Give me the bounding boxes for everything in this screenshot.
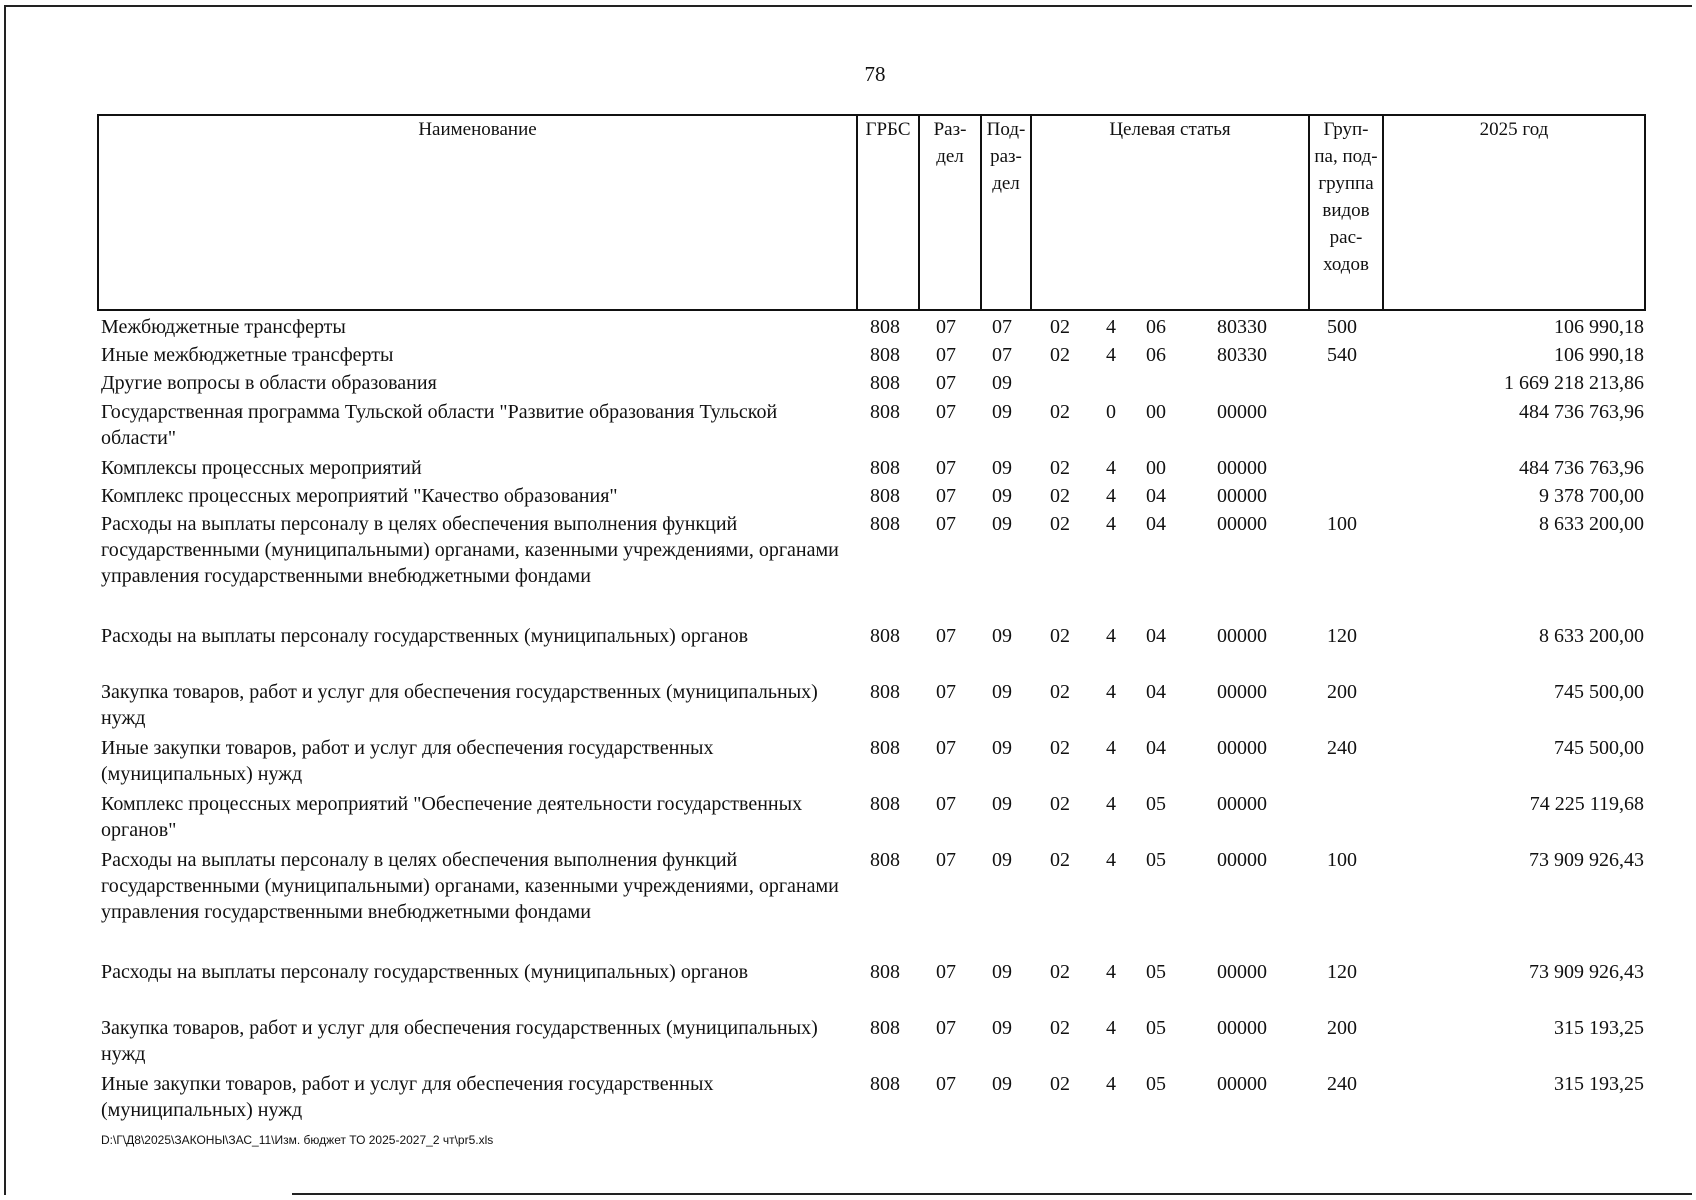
row-target-type: 4 [1106, 737, 1116, 759]
row-grbs: 808 [870, 961, 900, 983]
row-target-program: 02 [1050, 316, 1070, 338]
row-target-program: 02 [1050, 793, 1070, 815]
row-target-sub: 05 [1146, 1017, 1166, 1039]
row-expense-group: 120 [1327, 625, 1357, 647]
row-podrazdel: 09 [992, 401, 1012, 423]
row-target-program: 02 [1050, 737, 1070, 759]
row-target-type: 4 [1106, 457, 1116, 479]
row-target-type: 4 [1106, 961, 1116, 983]
row-target-program: 02 [1050, 344, 1070, 366]
row-target-direction: 00000 [1217, 625, 1267, 647]
row-podrazdel: 09 [992, 1073, 1012, 1095]
row-target-sub: 04 [1146, 681, 1166, 703]
row-amount: 484 736 763,96 [1519, 401, 1644, 423]
row-name: Государственная программа Тульской области "Развитие образования Тульской области" [101, 401, 778, 449]
row-amount: 484 736 763,96 [1519, 457, 1644, 479]
row-grbs: 808 [870, 457, 900, 479]
row-amount: 1 669 218 213,86 [1504, 372, 1644, 394]
row-amount: 315 193,25 [1554, 1017, 1644, 1039]
page-number: 78 [864, 62, 886, 86]
header-name: Наименование [418, 119, 537, 140]
row-razdel: 07 [936, 513, 956, 535]
row-amount: 74 225 119,68 [1529, 793, 1644, 815]
header-group-line: видов [1322, 200, 1370, 221]
row-expense-group: 240 [1327, 1073, 1357, 1095]
row-podrazdel: 09 [992, 961, 1012, 983]
row-expense-group: 500 [1327, 316, 1357, 338]
row-razdel: 07 [936, 344, 956, 366]
row-target-program: 02 [1050, 625, 1070, 647]
row-target-sub: 00 [1146, 401, 1166, 423]
row-target-direction: 00000 [1217, 513, 1267, 535]
row-target-type: 4 [1106, 1073, 1116, 1095]
row-target-direction: 00000 [1217, 681, 1267, 703]
row-grbs: 808 [870, 344, 900, 366]
row-target-direction: 00000 [1217, 485, 1267, 507]
row-name: Иные закупки товаров, работ и услуг для обеспечения государственных (муниципальных) нужд [101, 1073, 714, 1121]
row-target-program: 02 [1050, 849, 1070, 871]
row-podrazdel: 09 [992, 1017, 1012, 1039]
row-podrazdel: 09 [992, 737, 1012, 759]
row-podrazdel: 07 [992, 316, 1012, 338]
row-podrazdel: 07 [992, 344, 1012, 366]
row-target-program: 02 [1050, 513, 1070, 535]
row-target-type: 4 [1106, 513, 1116, 535]
header-group-line: ходов [1323, 254, 1369, 275]
row-target-direction: 80330 [1217, 316, 1267, 338]
row-target-type: 4 [1106, 793, 1116, 815]
header-razdel-line: дел [936, 146, 964, 167]
row-podrazdel: 09 [992, 681, 1012, 703]
row-amount: 73 909 926,43 [1529, 961, 1644, 983]
row-expense-group: 100 [1327, 513, 1357, 535]
header-podrazdel-line: раз- [990, 146, 1022, 167]
row-name: Комплекс процессных мероприятий "Обеспечение деятельности государственных органов" [101, 793, 803, 841]
row-amount: 315 193,25 [1554, 1073, 1644, 1095]
row-target-direction: 00000 [1217, 457, 1267, 479]
row-name: Расходы на выплаты персоналу государственных (муниципальных) органов [101, 961, 749, 983]
row-target-sub: 04 [1146, 513, 1166, 535]
row-target-type: 4 [1106, 344, 1116, 366]
row-target-direction: 00000 [1217, 961, 1267, 983]
row-target-program: 02 [1050, 1017, 1070, 1039]
row-grbs: 808 [870, 401, 900, 423]
row-target-program: 02 [1050, 681, 1070, 703]
row-razdel: 07 [936, 625, 956, 647]
page-frame-bottom [292, 1193, 1692, 1195]
header-group-line: па, под- [1314, 146, 1378, 167]
row-expense-group: 200 [1327, 681, 1357, 703]
table-header [97, 114, 1646, 311]
row-target-direction: 80330 [1217, 344, 1267, 366]
row-razdel: 07 [936, 849, 956, 871]
row-name: Другие вопросы в области образования [101, 372, 437, 394]
row-grbs: 808 [870, 793, 900, 815]
row-podrazdel: 09 [992, 513, 1012, 535]
row-podrazdel: 09 [992, 625, 1012, 647]
row-name: Комплекс процессных мероприятий "Качество образования" [101, 485, 618, 507]
row-expense-group: 120 [1327, 961, 1357, 983]
row-name: Расходы на выплаты персоналу в целях обеспечения выполнения функций государственными (муниципальными) органами, казенными учреждениями, органами управления государственными внебюджетными фондами [101, 513, 839, 587]
row-target-type: 4 [1106, 625, 1116, 647]
row-expense-group: 200 [1327, 1017, 1357, 1039]
row-target-sub: 05 [1146, 1073, 1166, 1095]
row-razdel: 07 [936, 316, 956, 338]
row-razdel: 07 [936, 1017, 956, 1039]
header-group-line: группа [1318, 173, 1374, 194]
row-target-program: 02 [1050, 457, 1070, 479]
row-expense-group: 100 [1327, 849, 1357, 871]
row-razdel: 07 [936, 457, 956, 479]
row-grbs: 808 [870, 1073, 900, 1095]
row-amount: 8 633 200,00 [1539, 625, 1644, 647]
row-amount: 73 909 926,43 [1529, 849, 1644, 871]
row-grbs: 808 [870, 485, 900, 507]
row-target-type: 0 [1106, 401, 1116, 423]
row-target-sub: 06 [1146, 316, 1166, 338]
row-target-program: 02 [1050, 401, 1070, 423]
row-target-direction: 00000 [1217, 1017, 1267, 1039]
row-target-program: 02 [1050, 1073, 1070, 1095]
header-podrazdel-line: Под- [986, 119, 1026, 140]
row-target-sub: 05 [1146, 849, 1166, 871]
row-razdel: 07 [936, 372, 956, 394]
header-group-line: рас- [1329, 227, 1363, 248]
row-name: Межбюджетные трансферты [101, 316, 346, 338]
header-grbs: ГРБС [856, 116, 918, 309]
row-amount: 106 990,18 [1554, 344, 1644, 366]
header-year: 2025 год [1382, 116, 1644, 309]
header-target: Целевая статья [1030, 116, 1308, 309]
row-razdel: 07 [936, 681, 956, 703]
row-grbs: 808 [870, 737, 900, 759]
row-grbs: 808 [870, 316, 900, 338]
row-target-direction: 00000 [1217, 401, 1267, 423]
row-target-program: 02 [1050, 961, 1070, 983]
row-target-sub: 05 [1146, 793, 1166, 815]
row-target-sub: 06 [1146, 344, 1166, 366]
row-target-type: 4 [1106, 849, 1116, 871]
row-grbs: 808 [870, 513, 900, 535]
row-name: Иные межбюджетные трансферты [101, 344, 394, 366]
header-razdel-line: Раз- [933, 119, 967, 140]
row-expense-group: 540 [1327, 344, 1357, 366]
row-amount: 745 500,00 [1554, 681, 1644, 703]
row-razdel: 07 [936, 485, 956, 507]
row-amount: 9 378 700,00 [1539, 485, 1644, 507]
row-grbs: 808 [870, 681, 900, 703]
row-name: Закупка товаров, работ и услуг для обеспечения государственных (муниципальных) нужд [101, 681, 818, 729]
row-podrazdel: 09 [992, 793, 1012, 815]
header-podrazdel [980, 116, 1030, 309]
header-razdel [918, 116, 980, 309]
row-target-direction: 00000 [1217, 1073, 1267, 1095]
page-frame-top [4, 5, 1692, 7]
row-name: Комплексы процессных мероприятий [101, 457, 422, 479]
row-razdel: 07 [936, 793, 956, 815]
row-podrazdel: 09 [992, 849, 1012, 871]
row-razdel: 07 [936, 961, 956, 983]
row-amount: 8 633 200,00 [1539, 513, 1644, 535]
row-target-sub: 04 [1146, 737, 1166, 759]
row-target-sub: 04 [1146, 625, 1166, 647]
row-amount: 106 990,18 [1554, 316, 1644, 338]
row-razdel: 07 [936, 1073, 956, 1095]
row-target-direction: 00000 [1217, 737, 1267, 759]
row-podrazdel: 09 [992, 457, 1012, 479]
row-target-type: 4 [1106, 316, 1116, 338]
header-group-line: Груп- [1323, 119, 1369, 140]
row-grbs: 808 [870, 1017, 900, 1039]
row-target-program: 02 [1050, 485, 1070, 507]
row-target-sub: 00 [1146, 457, 1166, 479]
row-target-direction: 00000 [1217, 849, 1267, 871]
row-target-sub: 04 [1146, 485, 1166, 507]
row-razdel: 07 [936, 401, 956, 423]
footer-file-path: D:\Г\Д8\2025\ЗАКОНЫ\ЗАС_11\Изм. бюджет ТО 2025-2027_2 чт\pr5.xls [101, 1133, 494, 1147]
row-podrazdel: 09 [992, 372, 1012, 394]
row-razdel: 07 [936, 737, 956, 759]
row-grbs: 808 [870, 625, 900, 647]
row-expense-group: 240 [1327, 737, 1357, 759]
row-name: Расходы на выплаты персоналу в целях обеспечения выполнения функций государственными (муниципальными) органами, казенными учреждениями, органами управления государственными внебюджетными фондами [101, 849, 839, 923]
row-amount: 745 500,00 [1554, 737, 1644, 759]
row-target-direction: 00000 [1217, 793, 1267, 815]
header-podrazdel-line: дел [992, 173, 1020, 194]
row-target-sub: 05 [1146, 961, 1166, 983]
page-frame-left [4, 5, 6, 1195]
row-target-type: 4 [1106, 485, 1116, 507]
row-name: Иные закупки товаров, работ и услуг для обеспечения государственных (муниципальных) нужд [101, 737, 714, 785]
row-grbs: 808 [870, 372, 900, 394]
row-target-type: 4 [1106, 1017, 1116, 1039]
row-name: Расходы на выплаты персоналу государственных (муниципальных) органов [101, 625, 749, 647]
row-grbs: 808 [870, 849, 900, 871]
header-group [1308, 116, 1382, 309]
row-target-type: 4 [1106, 681, 1116, 703]
row-podrazdel: 09 [992, 485, 1012, 507]
row-name: Закупка товаров, работ и услуг для обеспечения государственных (муниципальных) нужд [101, 1017, 818, 1065]
